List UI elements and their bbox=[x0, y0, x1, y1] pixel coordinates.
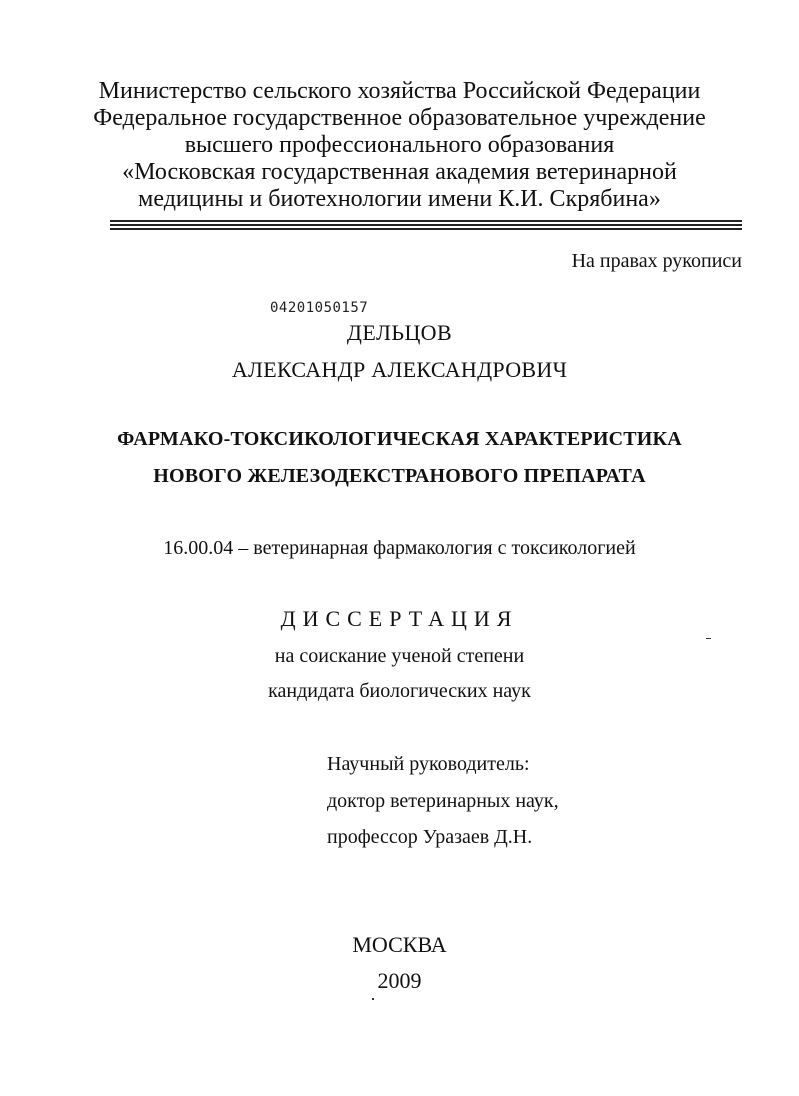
scan-speck bbox=[372, 998, 374, 1000]
document-type-heading: ДИССЕРТАЦИЯ bbox=[280, 606, 519, 631]
dissertation-title-line-2: НОВОГО ЖЕЛЕЗОДЕКСТРАНОВОГО ПРЕПАРАТА bbox=[153, 465, 646, 487]
dissertation-title-line-1: ФАРМАКО-ТОКСИКОЛОГИЧЕСКАЯ ХАРАКТЕРИСТИКА bbox=[117, 428, 682, 450]
institution-line-academy: «Московская государственная академия ветеринарной bbox=[122, 159, 677, 185]
city: МОСКВА bbox=[352, 932, 447, 957]
degree-line-1: на соискание ученой степени bbox=[274, 645, 525, 667]
rights-note: На правах рукописи bbox=[571, 250, 742, 272]
institution-line-education: высшего профессионального образования bbox=[184, 132, 615, 158]
author-surname: ДЕЛЬЦОВ bbox=[346, 320, 453, 345]
header-divider-line bbox=[110, 228, 742, 230]
scan-speck bbox=[706, 638, 711, 639]
header-divider bbox=[110, 220, 742, 232]
header-divider-line bbox=[110, 224, 742, 226]
supervisor-name: профессор Уразаев Д.Н. bbox=[327, 826, 533, 848]
inventory-number: 04201050157 bbox=[270, 300, 369, 316]
author-name-patronymic: АЛЕКСАНДР АЛЕКСАНДРОВИЧ bbox=[231, 357, 568, 382]
institution-line-federal: Федеральное государственное образовательное учреждение bbox=[93, 105, 706, 131]
supervisor-label: Научный руководитель: bbox=[327, 753, 530, 775]
header-divider-line bbox=[110, 220, 742, 222]
supervisor-degree: доктор ветеринарных наук, bbox=[327, 790, 559, 812]
institution-line-academy-name: медицины и биотехнологии имени К.И. Скрябина» bbox=[138, 186, 661, 212]
degree-line-2: кандидата биологических наук bbox=[268, 680, 531, 702]
year: 2009 bbox=[377, 968, 422, 993]
institution-line-ministry: Министерство сельского хозяйства Российской Федерации bbox=[98, 78, 701, 104]
specialty-code: 16.00.04 – ветеринарная фармакология с токсикологией bbox=[163, 537, 636, 559]
